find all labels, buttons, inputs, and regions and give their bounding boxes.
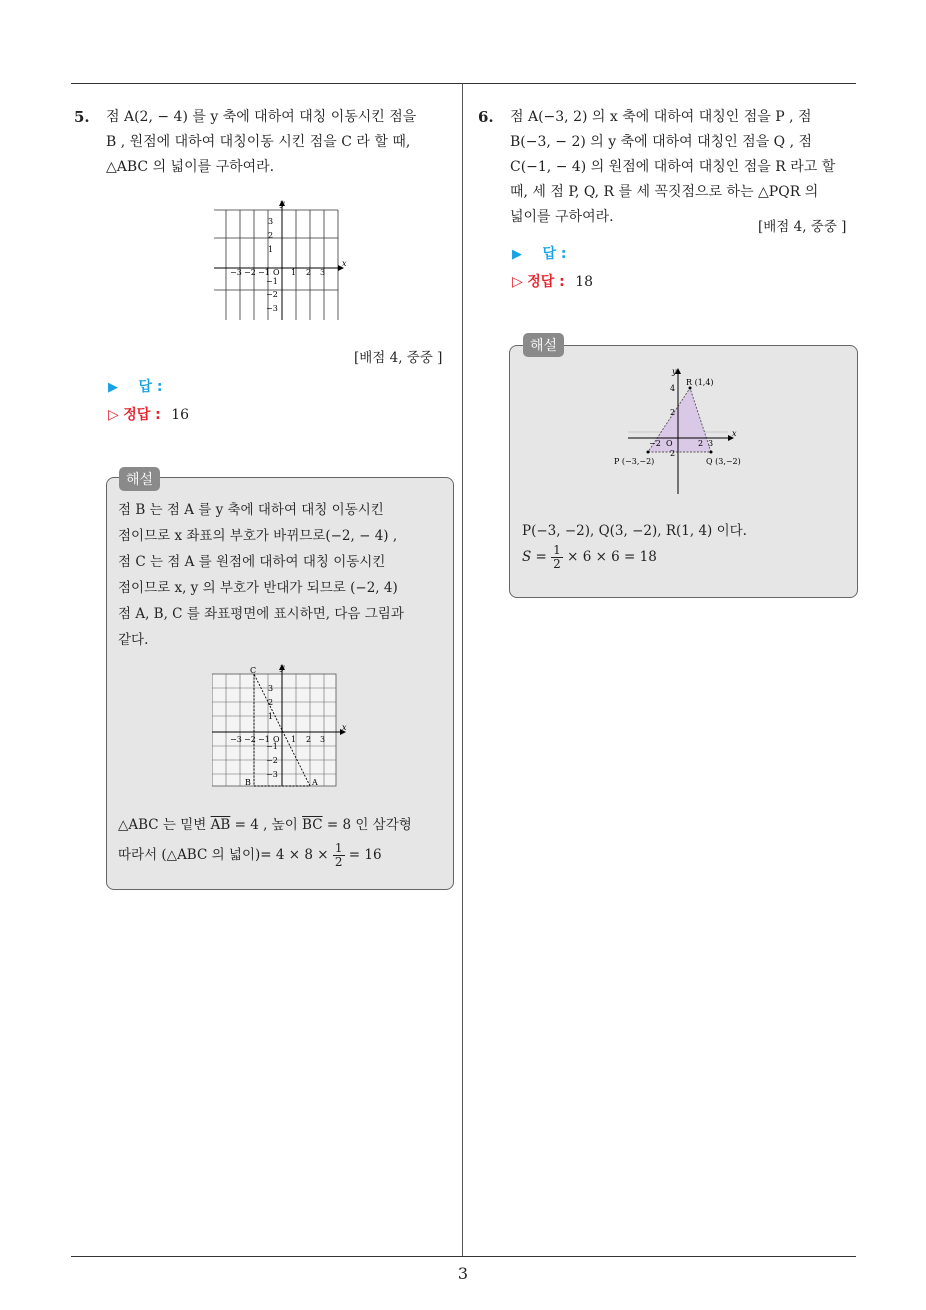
y-tick: 2 <box>670 408 676 417</box>
fraction-denominator: 2 <box>334 855 343 869</box>
question-6-line: B(−3, − 2) 의 y 축에 대하여 대칭인 점을 Q , 점 <box>510 134 813 150</box>
x-tick: 3 <box>320 735 326 744</box>
solution-text: = 16 <box>344 847 382 863</box>
question-6-line: 넓이를 구하여라. <box>510 209 614 225</box>
solution-5-text <box>118 497 448 653</box>
solution-tab: 해설 <box>119 467 160 491</box>
segment-bc: $\overline{BC}$ <box>302 817 323 833</box>
fraction <box>333 842 345 869</box>
question-6-line: 때, 세 점 P, Q, R 를 세 꼭짓점으로 하는 △PQR 의 <box>510 184 819 200</box>
fraction-numerator: 1 <box>553 543 561 557</box>
fraction-denominator: 2 <box>553 557 561 571</box>
x-tick: 2 <box>306 268 312 277</box>
y-tick: 4 <box>670 384 676 393</box>
x-tick: 3 <box>708 439 714 448</box>
answer-label: 답 : <box>542 246 567 262</box>
point-label-c: C <box>250 666 257 675</box>
axis-y-label: y <box>672 367 677 376</box>
solution-line: 같다. <box>118 632 149 648</box>
solution-6-text <box>522 518 852 571</box>
x-tick: −2 <box>244 735 256 744</box>
question-5-line: △ABC 의 넓이를 구하여라. <box>106 159 275 175</box>
correct-label: 정답 : <box>527 274 565 290</box>
question-5-answer-row <box>108 376 162 396</box>
x-tick: −2 <box>649 439 661 448</box>
solution-text: = 4 , 높이 <box>230 817 303 833</box>
point-label-r: R (1,4) <box>686 378 714 387</box>
axis-x-label: x <box>342 723 347 732</box>
point-label-p: P (−3,−2) <box>614 457 655 466</box>
question-5-correct-row <box>108 404 189 424</box>
x-tick: −1 <box>258 268 270 277</box>
point-label-a: A <box>312 778 318 787</box>
solution-line: 점이므로 x, y 의 부호가 반대가 되므로 (−2, 4) <box>118 580 398 596</box>
header-rule <box>71 83 856 84</box>
question-5-line: 점 A(2, − 4) 를 y 축에 대하여 대칭 이동시킨 점을 <box>106 109 417 125</box>
correct-value: 16 <box>171 407 190 423</box>
point-label-b: B <box>245 778 251 787</box>
solution-line: 점이므로 x 좌표의 부호가 바뀌므로(−2, − 4) , <box>118 528 398 544</box>
solution-6-graph <box>612 366 762 496</box>
answer-label: 답 : <box>138 379 163 395</box>
x-tick: O <box>273 735 280 744</box>
y-tick: −1 <box>266 742 278 751</box>
axis-x-label: x <box>732 429 737 438</box>
axis-y-label: y <box>280 200 285 208</box>
y-tick: −1 <box>266 277 278 286</box>
x-tick: 2 <box>306 735 312 744</box>
question-6-line: C(−1, − 4) 의 원점에 대하여 대칭인 점을 R 라고 할 <box>510 159 836 175</box>
play-triangle-icon: ▶ <box>108 380 118 395</box>
y-tick: −3 <box>266 770 278 779</box>
y-tick: 1 <box>268 245 274 254</box>
y-tick: 1 <box>268 712 274 721</box>
x-tick: 1 <box>291 735 297 744</box>
page-number: 3 <box>457 1264 469 1283</box>
outline-triangle-icon: ▷ <box>512 274 523 290</box>
y-tick: −3 <box>266 304 278 313</box>
solution-line: P(−3, −2), Q(3, −2), R(1, 4) 이다. <box>522 523 747 539</box>
segment-ab: $\overline{AB}$ <box>210 817 231 833</box>
solution-line: 점 B 는 점 A 를 y 축에 대하여 대칭 이동시킨 <box>118 502 384 518</box>
solution-text: S = <box>522 549 552 565</box>
x-tick: 1 <box>291 268 297 277</box>
solution-text: △ABC 는 밑변 <box>118 817 211 833</box>
solution-tab: 해설 <box>523 333 564 357</box>
question-5-score: [배점 4, 중중 ] <box>354 350 443 366</box>
question-5-line: B , 원점에 대하여 대칭이동 시킨 점을 C 라 할 때, <box>106 134 411 150</box>
question-5-text <box>106 105 454 180</box>
footer-rule <box>71 1256 856 1257</box>
y-tick: 2 <box>670 449 676 458</box>
solution-text: 따라서 (△ABC 의 넓이)= 4 × 8 × <box>118 847 333 863</box>
correct-label: 정답 : <box>123 407 161 423</box>
outline-triangle-icon: ▷ <box>108 407 119 423</box>
question-6-score: [배점 4, 중중 ] <box>758 219 847 235</box>
axis-y-label: y <box>280 664 285 672</box>
point-label-q: Q (3,−2) <box>706 457 741 466</box>
question-6-text <box>510 105 858 230</box>
x-tick: −3 <box>230 735 242 744</box>
axis-x-label: x <box>342 259 347 268</box>
solution-line: 점 C 는 점 A 를 원점에 대하여 대칭 이동시킨 <box>118 554 386 570</box>
x-tick: 2 <box>698 439 704 448</box>
question-5-graph <box>212 200 350 322</box>
solution-5-conclusion <box>118 812 448 869</box>
x-tick: 3 <box>320 268 326 277</box>
y-tick: 2 <box>268 231 274 240</box>
solution-text: = 8 인 삼각형 <box>322 817 412 833</box>
fraction <box>551 544 563 571</box>
origin-label: O <box>666 439 673 448</box>
y-tick: −2 <box>266 290 278 299</box>
y-tick: 2 <box>268 698 274 707</box>
solution-text: × 6 × 6 = 18 <box>562 549 657 565</box>
solution-5-graph <box>212 664 352 788</box>
fraction-numerator: 1 <box>334 841 343 855</box>
play-triangle-icon: ▶ <box>512 247 522 262</box>
y-tick: 3 <box>268 684 274 693</box>
question-6-number: 6. <box>478 108 494 126</box>
x-tick: O <box>273 268 280 277</box>
question-6-answer-row <box>512 243 566 263</box>
question-5-number: 5. <box>74 108 90 126</box>
question-6-correct-row <box>512 271 593 291</box>
x-tick: −3 <box>230 268 242 277</box>
question-6-line: 점 A(−3, 2) 의 x 축에 대하여 대칭인 점을 P , 점 <box>510 109 812 125</box>
x-tick: −1 <box>258 735 270 744</box>
x-tick: −2 <box>244 268 256 277</box>
solution-line: 점 A, B, C 를 좌표평면에 표시하면, 다음 그림과 <box>118 606 404 622</box>
column-divider <box>462 84 463 1256</box>
y-tick: −2 <box>266 756 278 765</box>
y-tick: 3 <box>268 217 274 226</box>
correct-value: 18 <box>575 274 594 290</box>
